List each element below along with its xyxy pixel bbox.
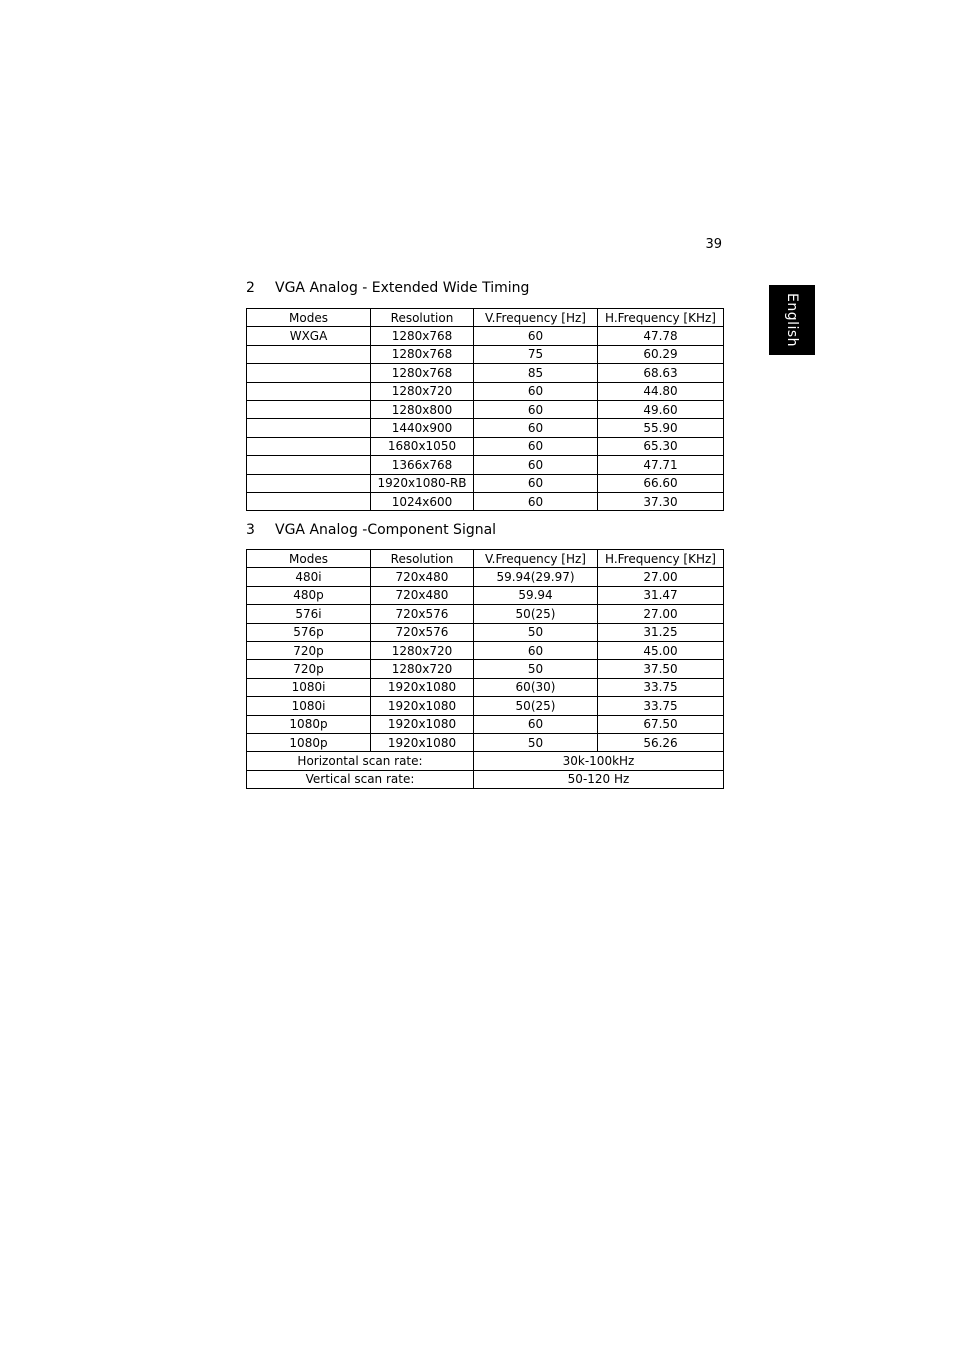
section-2-number: 2 — [246, 280, 255, 296]
cell-mode: 576p — [247, 623, 371, 641]
column-header-resolution: Resolution — [371, 550, 474, 568]
cell-mode: 1080p — [247, 733, 371, 751]
cell-resolution: 720x576 — [371, 605, 474, 623]
cell-mode: 720p — [247, 660, 371, 678]
cell-v-frequency: 60 — [474, 456, 598, 474]
cell-mode — [247, 364, 371, 382]
cell-v-frequency: 59.94(29.97) — [474, 568, 598, 586]
cell-h-frequency: 37.30 — [598, 492, 724, 510]
cell-v-frequency: 60 — [474, 419, 598, 437]
cell-v-frequency: 60 — [474, 715, 598, 733]
cell-mode: 720p — [247, 641, 371, 659]
page-number: 39 — [705, 237, 722, 252]
table-row — [247, 437, 724, 455]
cell-mode: WXGA — [247, 327, 371, 345]
cell-h-frequency: 27.00 — [598, 568, 724, 586]
cell-resolution: 1920x1080 — [371, 697, 474, 715]
cell-v-frequency: 50 — [474, 733, 598, 751]
language-tab — [769, 285, 815, 355]
cell-v-frequency: 60 — [474, 327, 598, 345]
cell-v-frequency: 60 — [474, 492, 598, 510]
cell-resolution: 1920x1080-RB — [371, 474, 474, 492]
section-2-title: VGA Analog - Extended Wide Timing — [275, 280, 530, 296]
cell-h-frequency: 31.25 — [598, 623, 724, 641]
cell-resolution: 1366x768 — [371, 456, 474, 474]
cell-h-frequency: 31.47 — [598, 586, 724, 604]
cell-v-frequency: 50(25) — [474, 697, 598, 715]
table-row — [247, 733, 724, 751]
cell-h-frequency: 68.63 — [598, 364, 724, 382]
table-row — [247, 568, 724, 586]
section-2-heading — [246, 280, 529, 296]
cell-v-frequency: 60 — [474, 400, 598, 418]
component-signal-table — [246, 549, 724, 789]
cell-h-frequency: 47.71 — [598, 456, 724, 474]
table-row — [247, 641, 724, 659]
section-3-number: 3 — [246, 522, 255, 538]
cell-h-frequency: 33.75 — [598, 697, 724, 715]
cell-v-frequency: 50 — [474, 660, 598, 678]
cell-v-frequency: 50 — [474, 623, 598, 641]
cell-h-frequency: 27.00 — [598, 605, 724, 623]
cell-v-frequency: 60(30) — [474, 678, 598, 696]
table-header-row — [247, 550, 724, 568]
cell-mode — [247, 382, 371, 400]
cell-mode — [247, 474, 371, 492]
cell-h-frequency: 45.00 — [598, 641, 724, 659]
column-header-modes: Modes — [247, 550, 371, 568]
cell-mode — [247, 345, 371, 363]
table-row — [247, 327, 724, 345]
vertical-scan-rate-label: Vertical scan rate: — [247, 770, 474, 788]
cell-mode: 576i — [247, 605, 371, 623]
cell-mode — [247, 456, 371, 474]
cell-resolution: 1280x720 — [371, 382, 474, 400]
table-header-row — [247, 309, 724, 327]
cell-resolution: 1920x1080 — [371, 715, 474, 733]
section-3-heading — [246, 522, 496, 538]
cell-resolution: 1920x1080 — [371, 733, 474, 751]
cell-v-frequency: 60 — [474, 641, 598, 659]
cell-resolution: 1280x768 — [371, 364, 474, 382]
horizontal-scan-rate-label: Horizontal scan rate: — [247, 752, 474, 770]
cell-h-frequency: 60.29 — [598, 345, 724, 363]
table-row — [247, 586, 724, 604]
cell-resolution: 720x576 — [371, 623, 474, 641]
cell-h-frequency: 56.26 — [598, 733, 724, 751]
table-row — [247, 715, 724, 733]
table-row — [247, 623, 724, 641]
column-header-v-frequency: V.Frequency [Hz] — [474, 309, 598, 327]
cell-resolution: 1280x768 — [371, 327, 474, 345]
cell-v-frequency: 59.94 — [474, 586, 598, 604]
table-row — [247, 474, 724, 492]
scan-rate-row-horizontal — [247, 752, 724, 770]
table-row — [247, 697, 724, 715]
cell-h-frequency: 47.78 — [598, 327, 724, 345]
cell-mode — [247, 492, 371, 510]
cell-h-frequency: 49.60 — [598, 400, 724, 418]
cell-v-frequency: 60 — [474, 382, 598, 400]
cell-v-frequency: 50(25) — [474, 605, 598, 623]
cell-h-frequency: 37.50 — [598, 660, 724, 678]
language-tab-label: English — [784, 292, 800, 348]
cell-h-frequency: 67.50 — [598, 715, 724, 733]
cell-mode: 480i — [247, 568, 371, 586]
table-row — [247, 382, 724, 400]
cell-mode — [247, 419, 371, 437]
vertical-scan-rate-value: 50-120 Hz — [474, 770, 724, 788]
cell-resolution: 1280x768 — [371, 345, 474, 363]
cell-mode: 1080i — [247, 697, 371, 715]
section-3-title: VGA Analog -Component Signal — [275, 522, 497, 538]
cell-resolution: 720x480 — [371, 568, 474, 586]
column-header-h-frequency: H.Frequency [KHz] — [598, 309, 724, 327]
cell-h-frequency: 33.75 — [598, 678, 724, 696]
cell-resolution: 1680x1050 — [371, 437, 474, 455]
cell-resolution: 1280x720 — [371, 641, 474, 659]
cell-mode — [247, 400, 371, 418]
cell-resolution: 1024x600 — [371, 492, 474, 510]
cell-h-frequency: 65.30 — [598, 437, 724, 455]
cell-h-frequency: 44.80 — [598, 382, 724, 400]
cell-v-frequency: 60 — [474, 437, 598, 455]
cell-resolution: 720x480 — [371, 586, 474, 604]
cell-mode: 1080i — [247, 678, 371, 696]
column-header-modes: Modes — [247, 309, 371, 327]
table-row — [247, 419, 724, 437]
cell-v-frequency: 75 — [474, 345, 598, 363]
table-row — [247, 605, 724, 623]
table-row — [247, 456, 724, 474]
cell-resolution: 1920x1080 — [371, 678, 474, 696]
cell-h-frequency: 66.60 — [598, 474, 724, 492]
cell-h-frequency: 55.90 — [598, 419, 724, 437]
horizontal-scan-rate-value: 30k-100kHz — [474, 752, 724, 770]
cell-mode: 1080p — [247, 715, 371, 733]
column-header-h-frequency: H.Frequency [KHz] — [598, 550, 724, 568]
cell-mode — [247, 437, 371, 455]
cell-v-frequency: 60 — [474, 474, 598, 492]
table-row — [247, 345, 724, 363]
cell-resolution: 1280x800 — [371, 400, 474, 418]
cell-resolution: 1440x900 — [371, 419, 474, 437]
table-row — [247, 660, 724, 678]
column-header-resolution: Resolution — [371, 309, 474, 327]
cell-resolution: 1280x720 — [371, 660, 474, 678]
extended-wide-timing-table — [246, 308, 724, 511]
cell-v-frequency: 85 — [474, 364, 598, 382]
column-header-v-frequency: V.Frequency [Hz] — [474, 550, 598, 568]
table-row — [247, 364, 724, 382]
table-row — [247, 678, 724, 696]
table-row — [247, 492, 724, 510]
scan-rate-row-vertical — [247, 770, 724, 788]
cell-mode: 480p — [247, 586, 371, 604]
table-row — [247, 400, 724, 418]
